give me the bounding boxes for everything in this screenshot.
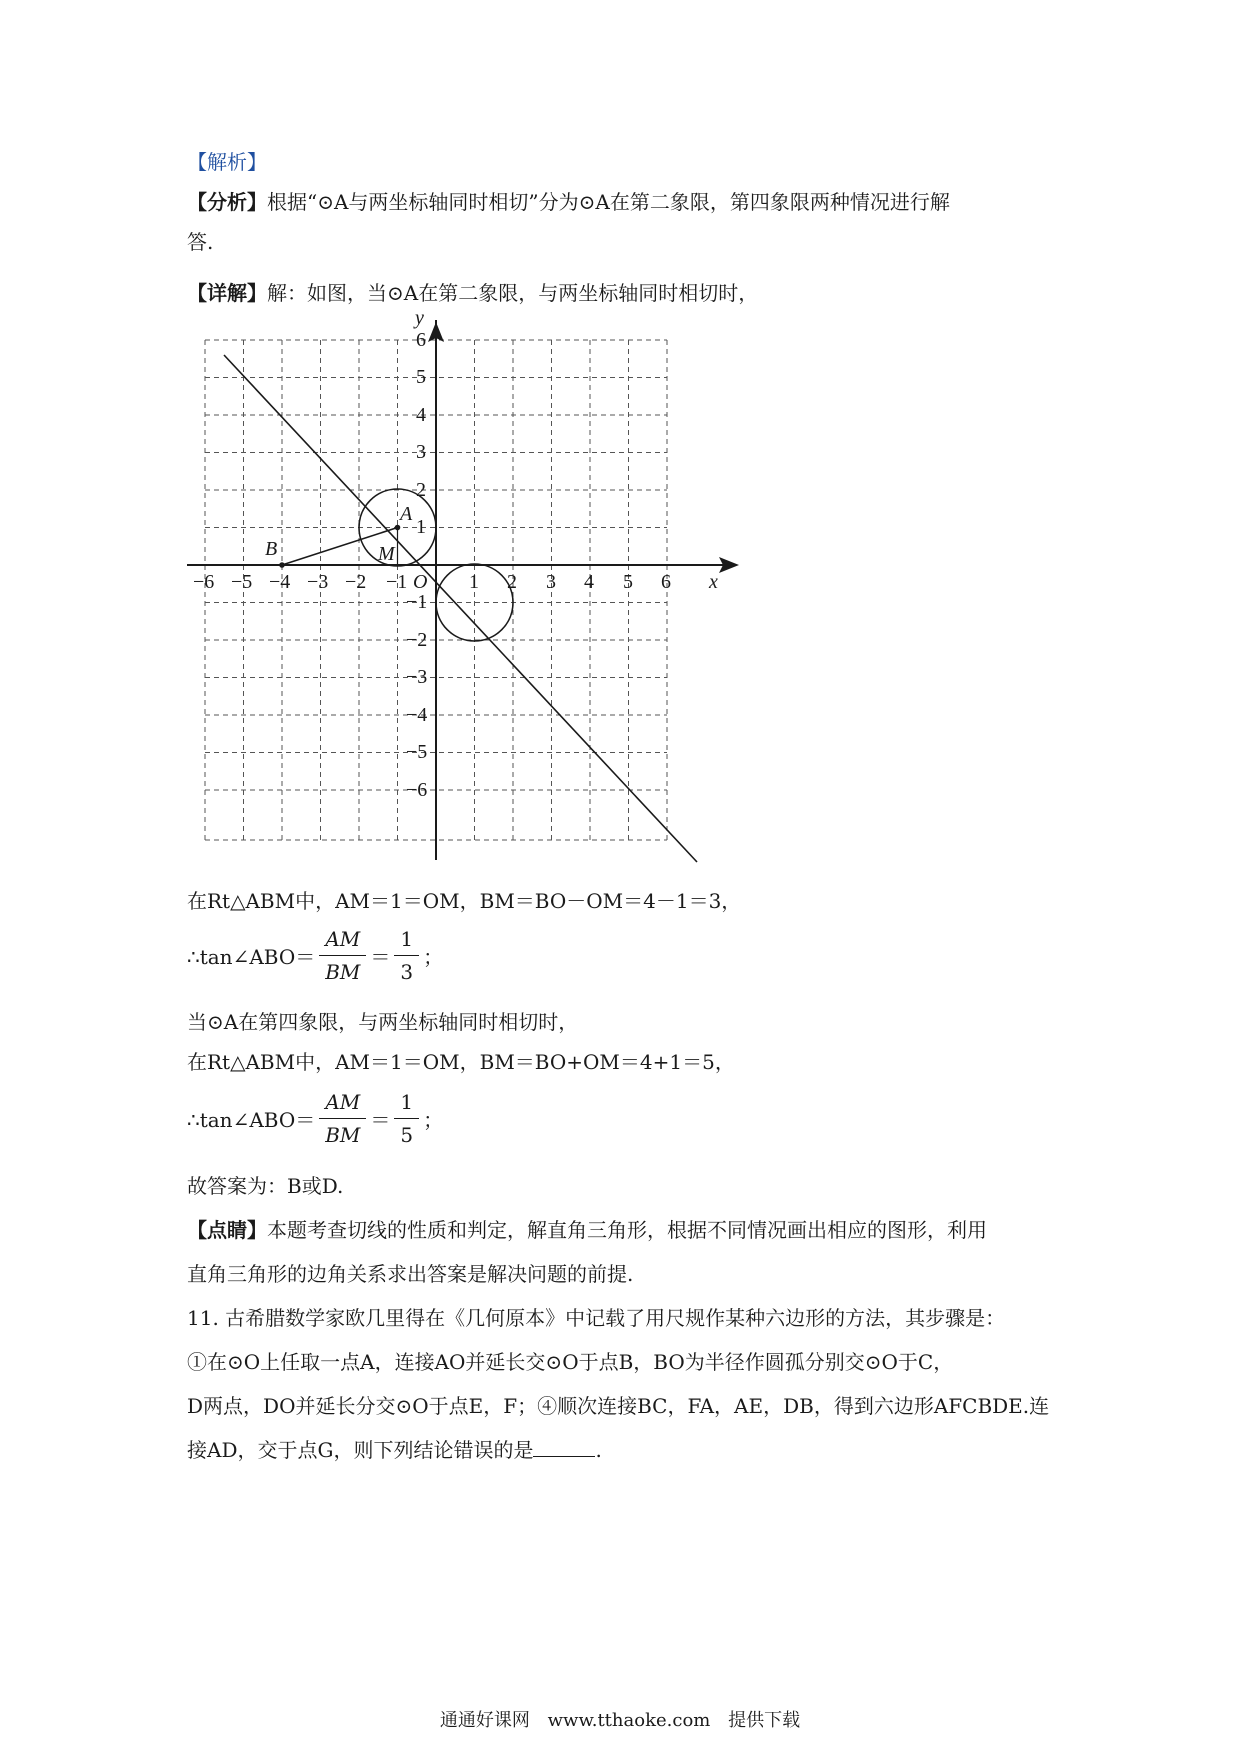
analysis-text-1: 根据“⊙A与两坐标轴同时相切”分为⊙A在第二象限，第四象限两种情况进行解 <box>267 190 950 214</box>
case1-eq: ＝ <box>370 945 391 969</box>
q11-line-4-text: 接AD，交于点G，则下列结论错误的是 <box>187 1438 534 1462</box>
comment-tag: 【点睛】 <box>187 1218 267 1242</box>
x-tick-4: 4 <box>584 571 594 593</box>
y-tick-6: 6 <box>416 329 426 351</box>
y-axis-label: y <box>415 307 424 329</box>
page-footer <box>0 1706 1240 1732</box>
y-tick-neg3: −3 <box>406 666 428 688</box>
x-tick-neg1: −1 <box>386 571 408 593</box>
case2-result-num: 1 <box>394 1088 419 1119</box>
case1-fraction-AM-BM <box>319 925 366 986</box>
case2-text: 在Rt△ABM中，AM＝1＝OM，BM＝BO+OM＝4+1＝5， <box>187 1050 735 1074</box>
y-tick-1: 1 <box>416 516 426 538</box>
y-tick-2: 2 <box>416 479 426 501</box>
case1-fraction-result <box>394 925 419 986</box>
comment-line-1 <box>187 1214 987 1246</box>
q11-line-3: D两点，DO并延长分交⊙O于点E，F；④顺次连接BC，FA，AE，DB，得到六边形AFCBDE.连 <box>187 1394 1050 1418</box>
x-tick-neg3: −3 <box>307 571 329 593</box>
q11-line-1: 11. 古希腊数学家欧几里得在《几何原本》中记载了用尺规作某种六边形的方法，其步骤是： <box>187 1306 1006 1330</box>
detail-line-1 <box>187 277 758 309</box>
case1-frac-num: AM <box>319 925 366 956</box>
case2-fraction-AM-BM <box>319 1088 366 1149</box>
q11-line-4 <box>187 1434 602 1466</box>
case2-fraction-result <box>394 1088 419 1149</box>
footer-note: 提供下载 <box>728 1710 801 1731</box>
y-tick-neg6: −6 <box>406 779 428 801</box>
footer-site: 通通好课网 <box>439 1710 530 1731</box>
case1-frac-den: BM <box>325 960 361 984</box>
case1-therefore: ∴tan∠ABO＝ <box>187 945 316 969</box>
point-A-dot <box>395 525 401 531</box>
q11-line-2: ①在⊙O上任取一点A，连接AO并延长交⊙O于点B，BO为半径作圆孤分别交⊙O于C， <box>187 1350 954 1374</box>
x-axis-label: x <box>709 571 718 593</box>
y-tick-3: 3 <box>416 441 426 463</box>
answer-blank <box>533 1436 595 1457</box>
detail-text-1: 解：如图，当⊙A在第二象限，与两坐标轴同时相切时， <box>267 281 759 305</box>
y-tick-5: 5 <box>416 366 426 388</box>
case2-therefore: ∴tan∠ABO＝ <box>187 1108 316 1132</box>
case2-formula <box>187 1088 443 1149</box>
case2-frac-num: AM <box>319 1088 366 1119</box>
point-B-dot <box>279 562 285 568</box>
case1-text: 在Rt△ABM中，AM＝1＝OM，BM＝BO－OM＝4－1＝3， <box>187 889 742 913</box>
case1-result-num: 1 <box>394 925 419 956</box>
y-tick-neg1: −1 <box>406 591 428 613</box>
tangent-line <box>224 355 697 862</box>
case2-result-den: 5 <box>400 1123 414 1147</box>
footer-url[interactable]: www.tthaoke.com <box>547 1710 711 1731</box>
x-tick-neg6: −6 <box>193 571 215 593</box>
case1-formula <box>187 925 443 986</box>
case2-intro: 当⊙A在第四象限，与两坐标轴同时相切时， <box>187 1010 579 1034</box>
analysis-tag: 【分析】 <box>187 190 267 214</box>
x-tick-neg5: −5 <box>231 571 253 593</box>
answer-line: 故答案为：B或D. <box>187 1174 344 1198</box>
y-tick-4: 4 <box>416 404 426 426</box>
x-tick-2: 2 <box>507 571 517 593</box>
case1-end: ； <box>423 945 444 969</box>
analysis-line-2: 答. <box>187 230 214 254</box>
y-tick-neg4: −4 <box>406 704 428 726</box>
x-tick-neg2: −2 <box>345 571 367 593</box>
q11-line-4-end: . <box>595 1438 602 1462</box>
y-tick-neg2: −2 <box>406 629 428 651</box>
case2-frac-den: BM <box>325 1123 361 1147</box>
x-tick-1: 1 <box>469 571 479 593</box>
y-tick-neg5: −5 <box>406 741 428 763</box>
comment-line-2: 直角三角形的边角关系求出答案是解决问题的前提. <box>187 1262 634 1286</box>
case2-end: ； <box>423 1108 444 1132</box>
x-tick-neg4: −4 <box>269 571 291 593</box>
x-tick-5: 5 <box>623 571 633 593</box>
section-heading: 【解析】 <box>187 150 267 174</box>
x-tick-3: 3 <box>546 571 556 593</box>
point-A-label: A <box>400 503 413 525</box>
detail-tag: 【详解】 <box>187 281 267 305</box>
origin-label: O <box>413 571 428 593</box>
x-tick-6: 6 <box>661 571 671 593</box>
analysis-line-1 <box>187 186 950 218</box>
case1-result-den: 3 <box>400 960 414 984</box>
point-M-label: M <box>378 543 395 565</box>
case2-eq: ＝ <box>370 1108 391 1132</box>
point-B-label: B <box>265 538 278 560</box>
coordinate-figure <box>187 307 747 880</box>
comment-text-1: 本题考查切线的性质和判定，解直角三角形，根据不同情况画出相应的图形，利用 <box>267 1218 987 1242</box>
